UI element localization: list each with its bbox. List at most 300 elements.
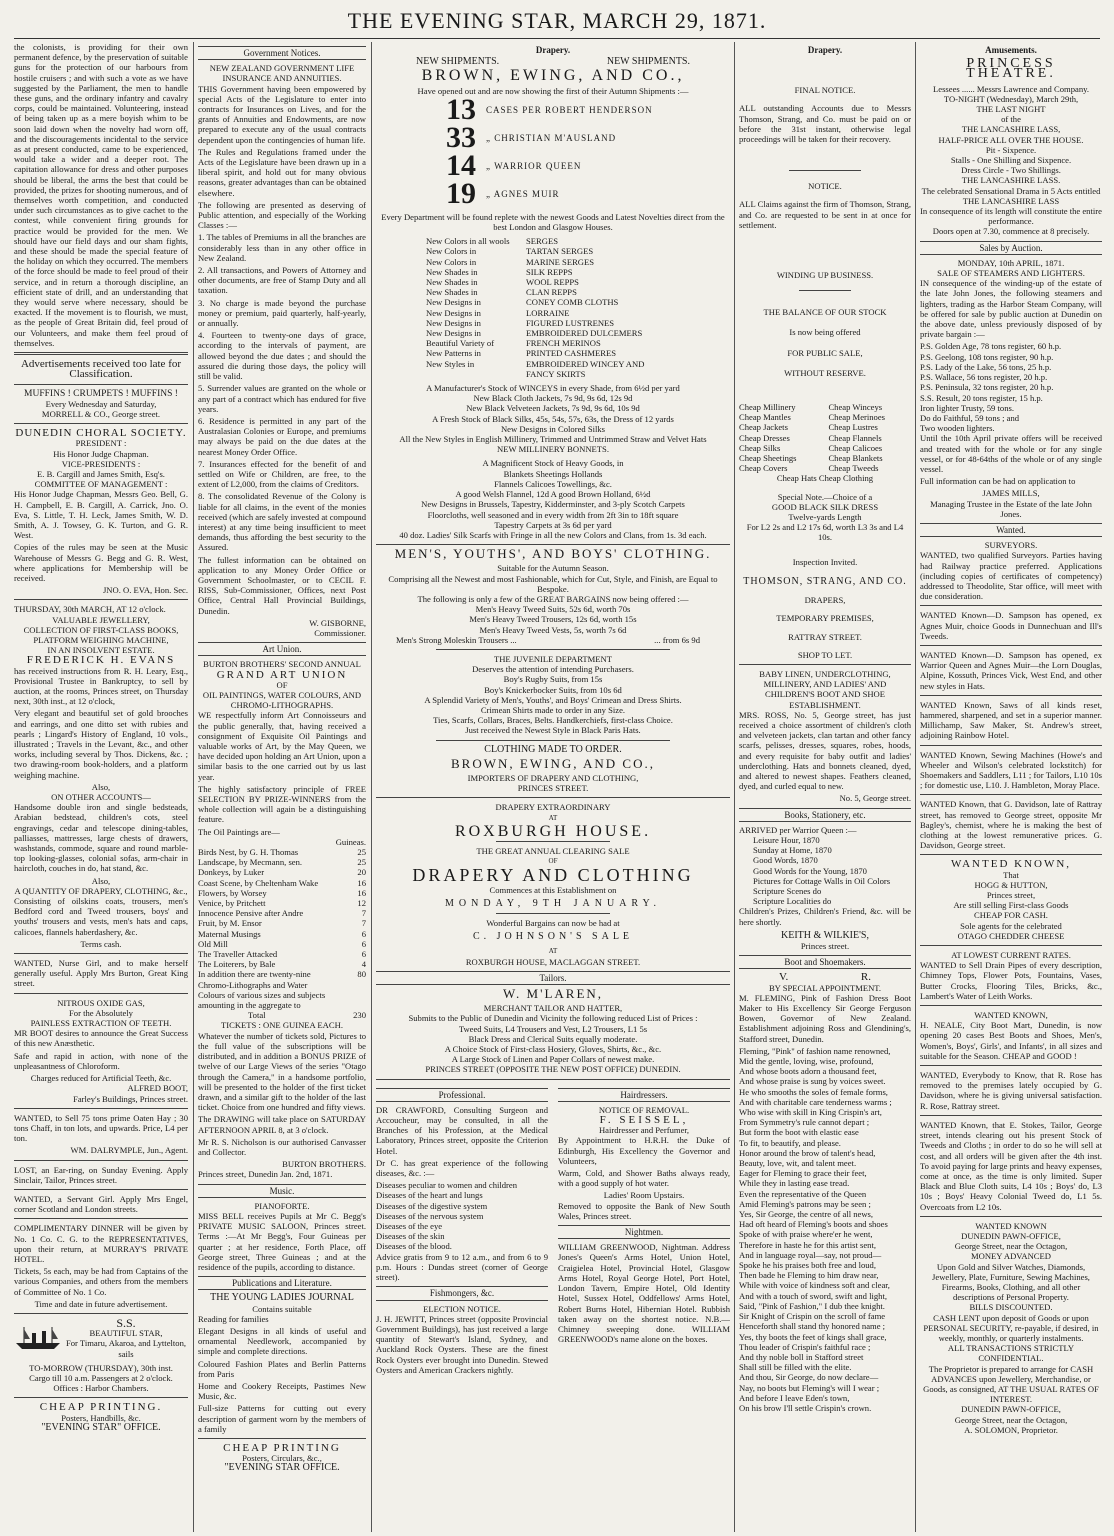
notice-text: ALL Claims against the firm of Thomson, Strang, and Co. are requested to be sent in at once for settlement. — [739, 199, 911, 230]
divider — [920, 745, 1102, 746]
divider — [376, 544, 730, 545]
firm-subtitle: Have opened out and are now showing the first of their Autumn Shipments :— — [417, 85, 689, 96]
muffins-line: Every Wednesday and Saturday, — [45, 398, 157, 409]
neale-title: WANTED KNOWN, — [974, 1010, 1048, 1021]
inspect-line: Inspection Invited. — [792, 556, 858, 567]
lost-ad: LOST, an Ear-ring, on Sunday Evening. Apply Sinclair, Tailor, Princes street. — [14, 1164, 188, 1185]
wanted-ad: WANTED Known, Saws of all kinds reset, hammered, sharpened, and set in a superior manner. Millichamp, Saw Maker, St. Andrew's street, adjoining Rainbow Hotel. — [920, 699, 1102, 741]
greenwood-ad: WILLIAM GREENWOOD, Nightman. Address Jones's Queen's Arms Hotel, Union Hotel, Craigielea Hotel, Provincial Hotel, Glasgow Arms Hotel, Royal George Hotel, Port Hotel, London Tavern, Empire Hotel, Old Identity Hotel, Sussex Hotel, Oddfellows' Arms Hotel, Robert Burns Hotel, Hibernian Hotel. Rubbish taken away on the shortest notice. N.B.—Chimney sweeping done. WILLIAM GREENWOOD's name alone on the boxes. — [558, 1242, 730, 1345]
divider — [799, 290, 851, 291]
books-list — [739, 835, 911, 906]
column-rule — [915, 42, 916, 1532]
divider — [14, 1313, 188, 1314]
art-list-heading: Guineas. — [335, 836, 366, 847]
theatre-line: Doors open at 7.30, commence at 8 precisely. — [932, 226, 1090, 237]
divider — [14, 352, 188, 355]
section-heading: Tailors. — [376, 971, 730, 985]
poem-line: Spoke he his praises both free and loud, — [739, 1260, 876, 1271]
poem-line: Spoke of with praise where'er he went, — [739, 1229, 873, 1240]
final-title: FINAL NOTICE. — [794, 85, 856, 96]
art-item: Flowers, by Worsey 16 — [198, 887, 366, 898]
seissel-line: Hairdresser and Perfumer, — [598, 1125, 690, 1136]
divider — [14, 1218, 188, 1219]
auction-line: IN AN INSOLVENT ESTATE. — [47, 645, 155, 656]
poem-line: Said, "Pink of Fashion," I dub thee knight. — [739, 1300, 885, 1311]
theatre-line: The celebrated Sensational Drama in 5 Acts entitled — [921, 185, 1101, 196]
book-item: Pictures for Cottage Walls in Oil Colors — [753, 875, 891, 886]
wanted-ad: WANTED Known, that G. Davidson, late of Rattray street, has removed to George street, opposite Mr Bagley's, chemist, where he is making the best of clothing at the lowest remunerative prices. G. Davidson, George street. — [920, 799, 1102, 851]
divider — [920, 605, 1102, 606]
column-1 — [14, 42, 188, 1530]
seissel-text: By Appointment to H.R.H. the Duke of Edinburgh, His Excellency the Governor and Volunteers, — [558, 1135, 730, 1166]
poem-line: From Symmetry's rule cannot depart ; — [739, 1117, 870, 1128]
tailor-line: PRINCES STREET (OPPOSITE THE NEW POST OFFICE) DUNEDIN. — [425, 1064, 681, 1075]
poem-line: Eager for Fleming to grace their feet, — [739, 1168, 867, 1179]
crawford-text: Advice gratis from 9 to 12 a.m., and from 6 to 9 p.m. Hours : Dundas street (corner of George street). — [376, 1251, 548, 1283]
choral-line: His Honor Judge Chapman. — [53, 448, 149, 459]
auction-line: Also, — [91, 781, 111, 792]
poem-line: Beauty, love, wit, and talent meet. — [739, 1158, 857, 1169]
heavy-line: A good Welsh Flannel, 12d A good Brown Holland, 6½d — [455, 489, 651, 500]
printing-title: CHEAP PRINTING — [223, 1442, 341, 1454]
theatre-line: of the — [1001, 114, 1021, 125]
steamer-name: BEAUTIFUL STAR, — [89, 1328, 163, 1339]
hogg-line: That — [1003, 869, 1019, 880]
department-note: Every Department will be found replete with the newest Goods and Latest Novelties direct from the best London and Glasgow Houses. — [381, 211, 725, 233]
clearing-line: OF — [548, 857, 558, 866]
new-goods-row: New Designs in EMBROIDERED DULCEMERS — [426, 328, 643, 339]
cheap-row: Cheap Jackets Cheap Lustres — [739, 422, 878, 433]
shipment-row: 13 CASES PER ROBERT HENDERSON — [446, 92, 653, 126]
gov-item: 8. The consolidated Revenue of the Colony is liable for all claims, in the event of the monies received (which are safely invested at compound interest) at any time being insufficient to meet demands, thus affording the best security to the Assured. — [198, 491, 366, 553]
section-heading: Boot and Shoemakers. — [739, 955, 911, 969]
nurse-ad: WANTED, Nurse Girl, and to make herself generally useful. Apply Mrs Burton, Great King street. — [14, 958, 188, 989]
divider — [496, 913, 610, 914]
pawn-line: ALL TRANSACTIONS STRICTLY CONFIDENTIAL. — [947, 1343, 1075, 1364]
crawford-text: DR CRAWFORD, Consulting Surgeon and Accoucheur, may be consulted, in all the Branches of his Profession, at the Medical Laboratory, Princes street, opposite the Criterion Hotel. — [376, 1104, 548, 1156]
auctioneer-name: FREDERICK H. EVANS — [26, 654, 176, 667]
theatre-line: THE LANCASHIRE LASS. — [961, 175, 1061, 186]
masthead-rule — [14, 38, 1100, 39]
tsc-line: THOMSON, STRANG, AND CO. — [743, 575, 907, 587]
juvenile-line: Deserves the attention of intending Purchasers. — [472, 664, 634, 675]
fleming-poem — [739, 1046, 911, 1413]
gov-text: The fullest information can be obtained on application to any Money Order Office or Government Schoolmaster, or to CECIL F. RISS, Sub-Commissioner, Offices, next Post Office, Central Hall Provincial Buildings, Dunedin. — [198, 554, 366, 616]
poem-line: Yes, thy boots the feet of kings shall grace, — [739, 1331, 887, 1342]
art-item: Innocence Pensive after Andre 7 — [198, 908, 366, 919]
poem-line: And thou, Sir George, do now declare— — [739, 1372, 879, 1383]
poem-line: Henceforth shall stand thy honored name ; — [739, 1321, 886, 1332]
choral-line: COMMITTEE OF MANAGEMENT : — [34, 479, 168, 490]
theatre-bill — [920, 94, 1102, 237]
art-item: Birds Nest, by G. H. Thomas 25 — [198, 847, 366, 858]
auction-line: A QUANTITY OF DRAPERY, CLOTHING, &c., — [14, 885, 188, 896]
divider — [14, 423, 188, 424]
choral-line: PRESIDENT : — [75, 438, 127, 449]
journal-title: THE YOUNG LADIES JOURNAL — [210, 1292, 354, 1304]
divider — [739, 664, 911, 665]
cheap-row: Cheap Sheetings Cheap Blankets — [739, 453, 883, 464]
art-item: Coast Scene, by Cheltenham Wake 16 — [198, 877, 366, 888]
crawford-line: Diseases of the eye — [376, 1221, 443, 1232]
muffins-title: MUFFINS ! CRUMPETS ! MUFFINS ! — [24, 388, 178, 399]
cheap-list — [739, 402, 911, 473]
divider — [14, 599, 188, 600]
shipment-row: 33 „ CHRISTIAN M'AUSLAND — [446, 120, 617, 154]
art-text: The DRAWING will take place on SATURDAY AFTERNOON APRIL 8, at 3 o'clock. — [198, 1114, 366, 1135]
special-line: GOOD BLACK SILK DRESS — [771, 501, 879, 512]
crawford-line: Diseases peculiar to women and children — [376, 1180, 518, 1191]
divider — [920, 1065, 1102, 1066]
nitrous-line: NITROUS OXIDE GAS, — [57, 997, 145, 1008]
oaten-agent: WM. DALRYMPLE, Jun., Agent. — [70, 1145, 188, 1156]
vessel-item: P.S. Geelong, 108 tons register, 90 h.p. — [920, 351, 1054, 362]
steamers-line: SALE OF STEAMERS AND LIGHTERS. — [937, 268, 1085, 279]
books-text: Children's Prizes, Children's Friend, &c. will be here shortly. — [739, 906, 911, 927]
printing-line: Posters, Circulars, &c., — [242, 1453, 322, 1464]
section-heading: Fishmongers, &c. — [376, 1286, 548, 1300]
poem-line: Nay, no boots but Fleming's will I wear ; — [739, 1382, 880, 1393]
choral-line: E. B. Cargill and James Smith, Esq's. — [37, 468, 165, 479]
divider — [789, 170, 861, 171]
johnson-line: C. JOHNSON'S SALE — [472, 931, 634, 943]
wanted-ad: WANTED, Everybody to Know, that R. Rose has removed to the premises lately occupied by G. Davidson, where he is giving universal satisfaction. R. Rose, Rattray street. — [920, 1070, 1102, 1111]
divider — [920, 695, 1102, 696]
steamers-text: Full information can be had on application to — [920, 476, 1076, 487]
keith-line: KEITH & WILKIE'S, — [781, 929, 869, 941]
new-goods-row: New Shades in CLAN REPPS — [426, 287, 577, 298]
offered-line: Is now being offered — [789, 327, 861, 338]
art-line: BURTON BROTHERS' SECOND ANNUAL — [203, 659, 361, 670]
column-3 — [376, 42, 730, 1530]
page-title: THE EVENING STAR, MARCH 29, 1871. — [347, 8, 767, 33]
poem-line: Honor around the brow of talent's head, — [739, 1147, 876, 1158]
stock-line: New Designs in Colored Silks — [500, 423, 606, 434]
poem-line: To fit, to beautify, and please. — [739, 1137, 841, 1148]
new-goods-row: New Styles in EMBROIDERED WINCEY AND FANCY SKIRTS — [426, 358, 645, 379]
gov-text: The following are presented as deserving of Public attention, and especially of the Working Classes :— — [198, 199, 366, 231]
tailor-name: W. M'LAREN, — [502, 986, 604, 1002]
drapers-line: DRAPERS, — [804, 595, 846, 606]
printing-line: "EVENING STAR OFFICE. — [224, 1462, 340, 1474]
dinner-text: Tickets, 5s each, may be had from Captains of the various Companies, and others from the members of Committee of No. 1 Co. — [14, 1266, 188, 1297]
wanted-ad: WANTED to Sell Drain Pipes of every description, Chimney Tops, Flower Pots, Fountains, Vases, Butter Crocks, Flooring Tiles, Bricks, &c., Lambert's Water of Leith Works. — [920, 960, 1102, 1001]
art-item: Landscape, by Mecmann, sen. 25 — [198, 857, 366, 868]
steamer-line: TO-MORROW (THURSDAY), 30th inst. — [29, 1362, 173, 1373]
poem-line: And thy noble boll in Stafford street — [739, 1351, 864, 1362]
new-goods-row: Beautiful Variety of FRENCH MERINOS — [426, 338, 601, 349]
steamer-prefix: S.S. — [116, 1315, 136, 1330]
juvenile-line: Boy's Knickerbocker Suits, from 10s 6d — [484, 684, 622, 695]
new-goods-row: New Shades in WOOL REPPS — [426, 277, 579, 288]
auction-line: ON OTHER ACCOUNTS— — [51, 792, 151, 803]
steamers-signature: Managing Trustee in the Estate of the late John Jones. — [930, 498, 1092, 519]
cheap-row: Cheap Covers Cheap Tweeds — [739, 463, 879, 474]
auction-line: THURSDAY, 30th MARCH, AT 12 o'clock. — [14, 604, 166, 615]
tailor-line: Black Dress and Clerical Suits equally moderate. — [468, 1033, 638, 1044]
poem-line: Had oft heard of Fleming's boots and shoes — [739, 1219, 888, 1230]
hogg-line: HOGG & HUTTON, — [974, 879, 1048, 890]
cheap-row: Cheap Millinery Cheap Winceys — [739, 402, 883, 413]
gov-item: 3. No charge is made beyond the purchase money or premium, paid quarterly, half-yearly, or annually. — [198, 297, 366, 329]
section-heading: Music. — [198, 1184, 366, 1198]
journal-text: Reading for families — [198, 1313, 269, 1324]
new-goods-row: New Designs in CONEY COMB CLOTHS — [426, 297, 619, 308]
section-heading: Nightmen. — [558, 1225, 730, 1239]
cipher-r: R. — [860, 971, 871, 984]
extra-line: DRAPERY EXTRAORDINARY — [495, 802, 611, 813]
wanted-ad: WANTED Known—D. Sampson has opened, ex Warrior Queen and Agnes Muir—the Lorn Douglas, Alpine, Kossuth, Princes Vick, West End, and other new styles in Hats. — [920, 649, 1102, 691]
poem-line: Who wise with skill in King Crispin's art, — [739, 1107, 882, 1118]
extra-line: AT — [548, 813, 558, 822]
new-goods-row: New Designs in LORRAINE — [426, 307, 570, 318]
printing-line: Posters, Handbills, &c. — [61, 1412, 141, 1423]
gov-item: 1. The tables of Premiums in all the branches are considerably less than in any other office in New Zealand. — [198, 232, 366, 263]
hairdresser-block — [558, 1084, 730, 1377]
column-rule — [734, 42, 735, 1532]
pawn-line: MONEY ADVANCED — [971, 1251, 1051, 1262]
nitrous-line: Farley's Buildings, Princes street. — [73, 1093, 188, 1104]
pawn-line: BILLS DISCOUNTED. — [969, 1302, 1053, 1313]
new-goods-row: New Shades in SILK REPPS — [426, 266, 573, 277]
divider — [14, 953, 188, 954]
journal-text: Full-size Patterns for cutting out every description of garment worn by the members of a family — [198, 1403, 366, 1434]
divider — [14, 1160, 188, 1161]
clothing-line: Men's Heavy Tweed Vests, 5s, worth 7s 6d — [479, 624, 627, 635]
divider — [436, 649, 670, 650]
order-line: CLOTHING MADE TO ORDER. — [484, 743, 622, 755]
special-line: For L2 2s and L2 17s 6d, worth L3 3s and L4 10s. — [746, 522, 904, 543]
bottom-split — [376, 1084, 730, 1377]
clothing-line: Men's Heavy Tweed Trousers, 12s 6d, worth 15s — [469, 614, 637, 625]
heavy-line: 40 doz. Ladies' Silk Scarfs with Fringe in all the new Colors and Clans, from 1s. 3d each. — [399, 529, 707, 540]
royal-cipher — [739, 972, 911, 982]
poem-line: Fleming, "Pink" of fashion name renowned, — [739, 1045, 891, 1056]
book-item: Sunday at Home, 1870 — [753, 845, 832, 856]
hogg-title: WANTED KNOWN, — [950, 858, 1072, 871]
steamer-route: For Timaru, Akaroa, and Lyttelton, sails — [65, 1338, 187, 1359]
art-total: Total 230 — [248, 1010, 366, 1021]
steamers-line: MONDAY, 10th APRIL, 1871. — [957, 257, 1065, 268]
section-heading: Hairdressers. — [558, 1088, 730, 1102]
art-item: Old Mill 6 — [198, 938, 366, 949]
editorial-text: the colonists, is providing for their own permanent defence, by the preservation of suitable guns for the protection of our harbours from hostile cruisers ; and with such a vote as we have suggested by the Parliament, the men to handle these guns, and the ordinary infantry and cavalry corps, could be maintained. Volunteering, instead of being taken up as a mere boyish whim to be soon laid down when the novelty had worn off, and the discouragements incidental to the service as at present conducted, came to be experienced, would take a wider and a deeper root. The capitation allowance for dress and other purposes should be liberal, the arms the best that could be provided, the prizes for shooting numerous, and of themselves worth competition, and conducted under such circumstances as to give cachet to the contest, while convenient firing grounds for practice would be provided for the men. We should have our field days and our sham fights, and these should be made the special feature of the holiday on which they occurred. The members of the force should be made to feel proud of their service, and in return a thorough discipline, an efficient state of drill, and an understanding that they would serve where necessary, should be exacted. If the movement is to flourish, we must, as the people of Great Britain did, feel proud of our Volunteers, and make them feel proud of themselves. — [14, 42, 188, 348]
moleskin-row: Men's Strong Moleskin Trousers ... ... from 6s 9d — [396, 634, 700, 645]
johnson-line: AT — [548, 947, 558, 956]
journal-text: Home and Cookery Receipts, Pastimes New Music, &c. — [198, 1380, 366, 1402]
hogg-line: Are still selling First-class Goods — [953, 900, 1069, 911]
art-more: In addition there are twenty-nine Chromo-Lithographs and Water Colours of various sizes and subjects amounting in the aggregate to 80 — [198, 969, 366, 1011]
theatre-line: In consequence of its length will constitute the entire performance. — [920, 206, 1102, 227]
crawford-line: Diseases of the heart and lungs — [376, 1190, 483, 1201]
shipments-row — [376, 57, 730, 67]
divider — [920, 945, 1102, 946]
hogg-line: OTAGO CHEDDER CHEESE — [957, 930, 1065, 941]
book-item: Leisure Hour, 1870 — [753, 834, 820, 845]
seissel-text: Warm, Cold, and Shower Baths always ready, with a good supply of hot water. — [558, 1168, 730, 1189]
monday-line: MONDAY, 9TH JANUARY. — [445, 897, 661, 909]
poem-line: And whose praise is sung by voices sweet. — [739, 1076, 886, 1087]
juvenile-line: Boy's Rugby Suits, from 15s — [503, 674, 603, 685]
baby-address: No. 5, George street. — [839, 793, 911, 804]
theatre-line: THE LAST NIGHT — [976, 104, 1046, 115]
art-item: Venice, by Pritchett 12 — [198, 898, 366, 909]
poem-line: Mid the gentle, loving, wise, profound, — [739, 1056, 874, 1067]
gov-item: 7. Insurances effected for the benefit of and settled on Wife or Children, are free, to the extent of L2,000, from the claims of Creditors. — [198, 458, 366, 490]
heavy-line: Blankets Sheetings Hollands — [503, 468, 603, 479]
heavy-line: A Magnificent Stock of Heavy Goods, in — [482, 458, 624, 469]
crawford-line: Diseases of the skin — [376, 1231, 445, 1242]
baby-title: BABY LINEN, UNDERCLOTHING, MILLINERY, AND LADIES' AND CHILDREN'S BOOT AND SHOE ESTABLISHMENT. — [759, 668, 891, 710]
divider — [14, 993, 188, 994]
pawn-line: George Street, near the Octagon, — [954, 1414, 1068, 1425]
auction-line: PLATFORM WEIGHING MACHINE, — [33, 634, 169, 645]
dinner-ad: COMPLIMENTARY DINNER will be given by No. 1 Co. C. G. to the REPRESENTATIVES, upon their return, at MURRAY'S PRIVATE HOTEL. — [14, 1223, 188, 1264]
cheap-row: Cheap Dresses Cheap Flannels — [739, 432, 882, 443]
steamers-text: Until the 10th April private offers will be received and treated with for the whole or for any single vessel, or for 48-64ths of the whole or of any single vessel. — [920, 433, 1102, 474]
vessel-item: P.S. Peninsula, 32 tons register, 20 h.p. — [920, 382, 1054, 393]
poem-line: While they in lasting ease tread. — [739, 1178, 850, 1189]
servant-ad: WANTED, a Servant Girl. Apply Mrs Engel, corner Scotland and London streets. — [14, 1193, 188, 1215]
piano-ad: MISS BELL receives Pupils at Mr C. Begg's PRIVATE MUSIC SALOON, Princes street. Terms :—At Mr Begg's, Four Guineas per quarter ; at her residence, Forth Place, off George street, Three Guineas ; and at the residence of the pupils, according to distance. — [198, 1210, 366, 1272]
gov-signature: W. GISBORNE, — [309, 617, 366, 628]
book-item: Good Words for the Young, 1870 — [753, 865, 867, 876]
theatre-line: TO-NIGHT (Wednesday), March 29th, — [943, 93, 1079, 104]
pawn-line: CASH LENT upon deposit of Goods or upon PERSONAL SECURITY, re-payable, if desired, in weekly, monthly, or quarterly instalments. — [923, 1312, 1099, 1343]
piano-heading: PIANOFORTE. — [254, 1200, 310, 1211]
gov-signature: Commissioner. — [314, 627, 366, 638]
stock-line: A Manufacturer's Stock of WINCEYS in every Shade, from 6½d per yard — [426, 383, 680, 394]
commences-line: Commences at this Establishment on — [489, 884, 617, 895]
poem-line: Shall still be filled with the elite. — [739, 1362, 852, 1373]
heavy-line: New Designs in Brussels, Tapestry, Kidderminster, and 3-ply Scotch Carpets — [421, 499, 685, 510]
cipher-v: V. — [779, 971, 789, 984]
wanted-ad: WANTED Known, Sewing Machines (Howe's and Wheeler and Wilson's celebrated lockstitch) for Shoemakers and Saddlers, L11 ; for Tailors, L10 10s ; for domestic use, L10. J. Hambleton, Moray Place. — [920, 749, 1102, 791]
column-rule — [371, 42, 372, 1532]
keith-address: Princes street. — [800, 940, 850, 951]
nitrous-line: ALFRED BOOT, — [127, 1083, 188, 1094]
jewitt-ad: J. H. JEWITT, Princes street (opposite Provincial Government Buildings), has just received a large quantity of Stewart's Island, Sydney, and Auckland Rock Oysters. These are the finest Rock Oysters ever brought into Dunedin. Stewed Oysters and American Crackers nightly. — [376, 1313, 548, 1375]
books-line: ARRIVED per Warrior Queen :— — [739, 824, 857, 835]
pawn-line: George Street, near the Octagon, — [954, 1241, 1068, 1252]
poem-line: And with charitable care tenderness warms ; — [739, 1096, 892, 1107]
vessel-item: S.S. Result, 20 tons register, 15 h.p. — [920, 392, 1043, 403]
choral-line: VICE-PRESIDENTS : — [61, 458, 141, 469]
professional-block — [376, 1084, 548, 1377]
heavy-line: Flannels Calicoes Towellings, &c. — [494, 478, 612, 489]
pawn-line: Upon Gold and Silver Watches, Diamonds, Jewellery, Plate, Furniture, Sewing Machines, Firearms, Books, Clothing, and all other descriptions of Personal Property. — [932, 1261, 1090, 1303]
firm-name: BROWN, EWING, AND CO., — [421, 67, 685, 85]
auction-line: Terms cash. — [80, 938, 122, 949]
theatre-line: HALF-PRICE ALL OVER THE HOUSE. — [938, 134, 1084, 145]
tailor-line: Submits to the Public of Dunedin and Vicinity the following reduced List of Prices : — [408, 1013, 698, 1024]
divider — [496, 841, 610, 842]
roxburgh-title: ROXBURGH HOUSE. — [454, 822, 652, 840]
wanted-ad: WANTED Known, that E. Stokes, Tailor, George street, intends clearing out his present Stock of Tweeds and Cloths ; in order to do so he will sell at cost, and all orders will be given after the 4th inst. To avoid paying for large prints and heavy expenses, come at once, as the time is only limited. Super Black and Blue Cloth suits, L4 10s ; Boys' do, L3 10s ; Boys' Heavy Colonial Tweed do, L1 5s. Overcoats from L2 10s. — [920, 1119, 1102, 1212]
gov-text: THIS Government having been empowered by special Acts of the Legislature to enter into contracts for Insurances on Lives, and for the grants of Annuities and Endowments, are now prepared to execute any of the usual contracts dependent upon the contingencies of human life. — [198, 83, 366, 145]
divider — [376, 797, 730, 798]
art-item: Fruit, by M. Ensor 7 — [198, 918, 366, 929]
gov-text: The Rules and Regulations framed under the Acts of the Legislature have been drawn up in a liberal spirit, and hold out for many obvious reasons, greater advantages than can be obtained elsewhere. — [198, 146, 366, 198]
cheap-row: Cheap Silks Cheap Calicoes — [739, 442, 883, 453]
theatre-line: Pit - Sixpence. — [985, 144, 1037, 155]
gov-title: NEW ZEALAND GOVERNMENT LIFE INSURANCE AND ANNUITIES. — [209, 63, 355, 84]
auction-line: Also, — [91, 875, 111, 886]
theatre-line: Dress Circle - Two Shillings. — [961, 165, 1061, 176]
wonderful-line: Wonderful Bargains can now be had at — [486, 918, 620, 928]
poem-line: And whose boots adorn a thousand feet, — [739, 1066, 877, 1077]
reserve-line: WITHOUT RESERVE. — [784, 367, 866, 378]
final-text: ALL outstanding Accounts due to Messrs Thomson, Strang, and Co. must be paid on or before the 31st instant, otherwise legal proceedings will be taken for their recovery. — [739, 103, 911, 145]
column-4 — [739, 42, 911, 1530]
divider — [436, 740, 670, 741]
johnson-address: ROXBURGH HOUSE, MACLAGGAN STREET. — [465, 956, 641, 967]
divider — [920, 1216, 1102, 1217]
nitrous-text: MR BOOT desires to announce the Great Success of this new Anæsthetic. — [14, 1028, 188, 1049]
auction-text: Very elegant and beautiful set of gold brooches and earrings, and one ditto set with rubies and pearls ; Lingard's History of England, 10 vols., illustrated ; Travels in the Levant, &c., and other works, including several by Thos. Dickens, &c. ; two drawing-room book-holders, and a platform weighing machine. — [14, 708, 188, 780]
section-heading: Wanted. — [920, 523, 1102, 537]
baby-text: MRS. ROSS, No. 5, George street, has just received a choice assortment of children's cloth and velveteen jackets, clan tartan and other fancy scarfs, pelisses, dresses, squares, robes, hoods, and every requisite for baby outfit and ladies' underclothing. Hats and bonnets cleaned, dyed, and altered to newest shapes. Feathers cleaned, dyed, and curled equal to new. — [739, 709, 911, 792]
journal-line: Contains suitable — [252, 1303, 312, 1314]
crawford-line: Diseases of the blood. — [376, 1241, 452, 1252]
section-heading: Publications and Literature. — [198, 1276, 366, 1290]
journal-text: Coloured Fashion Plates and Berlin Patterns from Paris — [198, 1358, 366, 1379]
shop-line: SHOP TO LET. — [797, 649, 853, 660]
poem-line: And with a touch of sword, swift and light, — [739, 1290, 887, 1301]
seissel-name: F. SEISSEL, — [599, 1114, 689, 1127]
art-text: The highly satisfactory principle of FREE SELECTION BY PRIZE-WINNERS from the whole collection will again be a distinguishing feature. — [198, 783, 366, 825]
theatre-title: PRINCESS THEATRE. — [966, 56, 1056, 82]
art-tickets: TICKETS : ONE GUINEA EACH. — [221, 1020, 343, 1031]
poem-line: Sir Knight of Crispin on the scroll of fame — [739, 1311, 886, 1322]
hogg-line: Sole agents for the celebrated — [960, 920, 1062, 931]
appointment-line: BY SPECIAL APPOINTMENT. — [768, 982, 882, 993]
section-heading: Sales by Auction. — [920, 241, 1102, 255]
nitrous-line: Charges reduced for Artificial Teeth, &c. — [30, 1073, 172, 1084]
heavy-line: Floorcloths, well seasoned and in every width from 2ft 3in to 18ft square — [427, 509, 679, 520]
divider — [920, 794, 1102, 795]
divider — [14, 1108, 188, 1109]
art-line: OIL PAINTINGS, WATER COLOURS, AND CHROMO-LITHOGRAPHS. — [202, 689, 362, 711]
vessel-item: Two wooden lighters. — [920, 423, 995, 434]
lowest-line: AT LOWEST CURRENT RATES. — [951, 950, 1071, 961]
poem-line: While with voice of kindness soft and clear, — [739, 1280, 890, 1291]
shipments-label: NEW SHIPMENTS. — [416, 56, 500, 68]
pawn-line: A. SOLOMON, Proprietor. — [964, 1424, 1058, 1435]
clothing-line: The following is only a few of the GREAT BARGAINS now being offered :— — [417, 593, 689, 604]
tailor-line: MERCHANT TAILOR AND HATTER, — [483, 1003, 623, 1014]
clothing-line: Suitable for the Autumn Season. — [497, 563, 609, 574]
poem-line: On his brow I'll settle Crispin's crown. — [739, 1402, 872, 1413]
poem-line: Therefore in haste he for this artist sent, — [739, 1239, 876, 1250]
journal-text: Elegant Designs in all kinds of useful and ornamental Needlework, accompanied by simple and complete directions. — [198, 1325, 366, 1357]
printing-line: "EVENING STAR" OFFICE. — [41, 1421, 161, 1433]
poem-line: Even the representative of the Queen — [739, 1188, 867, 1199]
section-heading: Professional. — [376, 1088, 548, 1102]
art-title: GRAND ART UNION — [216, 668, 348, 681]
art-item: The Traveller Attacked 6 — [198, 949, 366, 960]
juvenile-title: THE JUVENILE DEPARTMENT — [493, 653, 613, 664]
section-heading: Drapery. — [807, 45, 843, 55]
vessel-item: P.S. Wallace, 56 tons register, 20 h.p. — [920, 372, 1048, 383]
surveyors-title: SURVEYORS. — [984, 540, 1038, 551]
juvenile-line: A Splendid Variety of Men's, Youths', and Boys' Crimean and Dress Shirts. — [424, 694, 682, 705]
seissel-line: Ladies' Room Upstairs. — [603, 1190, 685, 1201]
art-text: Whatever the number of tickets sold, Pictures to the full value of the subscriptions will be distributed, and in addition a BONUS PRIZE of twelve of our Large Views of the series "Otago through the Camera," in a handsome portfolio, will be presented to the holder of the first ticket drawn, and a similar gift to the holder of the last ticket. Choice from one hundred and fifty views. — [198, 1030, 366, 1113]
crawford-line: Diseases of the nervous system — [376, 1210, 484, 1221]
poem-line: He who smooths the soles of female forms, — [739, 1086, 888, 1097]
cheap-row: Cheap Mantles Cheap Merinoes — [739, 412, 886, 423]
